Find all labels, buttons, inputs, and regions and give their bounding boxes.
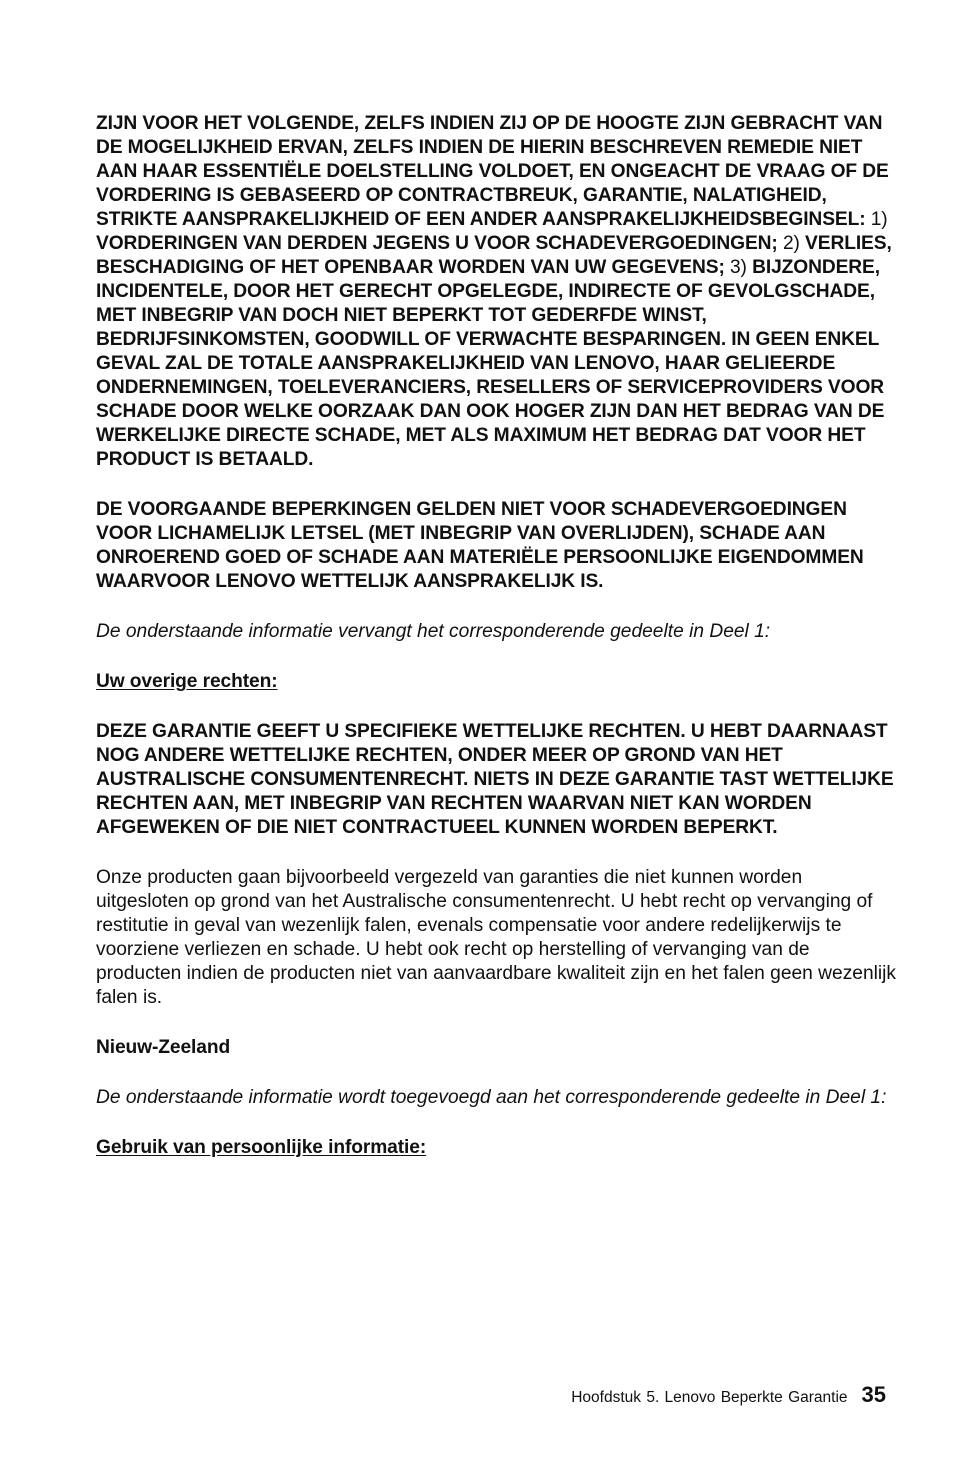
page-footer	[571, 1382, 886, 1408]
item-number-2: 2)	[782, 233, 800, 254]
consumer-law-paragraph: Onze producten gaan bijvoorbeeld vergezeld van garanties die niet kunnen worden uitgesloten op grond van het Australische consumentenrecht. U hebt recht op vervanging of restitutie in geval van wezenlijk falen, evenals compensatie voor andere redelijkerwijs te voorziene verliezen en schade. U hebt ook recht op herstelling of vervanging van de producten indien de producten niet van aanvaardbare kwaliteit zijn en het falen geen wezenlijk falen is.	[96, 867, 897, 1008]
item-number-3: 3)	[729, 257, 747, 278]
other-rights-heading: Uw overige rechten:	[96, 671, 278, 692]
page-content	[96, 112, 896, 1160]
chapter-title: Hoofdstuk 5. Lenovo Beperkte Garantie	[571, 1389, 848, 1406]
exclusions-intro: ZIJN VOOR HET VOLGENDE, ZELFS INDIEN ZIJ OP DE HOOGTE ZIJN GEBRACHT VAN DE MOGELIJKHEID ERVAN, ZELFS INDIEN DE HIERIN BESCHREVEN REMEDIE NIET AAN HAAR ESSENTIËLE DOELSTELLING VOLDOET, EN ONGEACHT DE VRAAG OF DE VORDERING IS GEBASEERD OP CONTRACTBREUK, GARANTIE, NALATIGHEID, STRIKTE AANSPRAKELIJKHEID OF EEN ANDER AANSPRAKELIJKHEIDSBEGINSEL:	[96, 113, 889, 230]
personal-info-heading: Gebruik van persoonlijke informatie:	[96, 1137, 427, 1158]
item-number-1: 1)	[870, 209, 888, 230]
addition-note: De onderstaande informatie wordt toegevoegd aan het corresponderende gedeelte in Deel 1:	[96, 1087, 887, 1108]
limitations-paragraph: DE VOORGAANDE BEPERKINGEN GELDEN NIET VOOR SCHADEVERGOEDINGEN VOOR LICHAMELIJK LETSEL (MET INBEGRIP VAN OVERLIJDEN), SCHADE AAN ONROEREND GOED OF SCHADE AAN MATERIËLE PERSOONLIJKE EIGENDOMMEN WAARVOOR LENOVO WETTELIJK AANSPRAKELIJK IS.	[96, 499, 864, 592]
page-number: 35	[861, 1382, 886, 1407]
new-zealand-heading: Nieuw-Zeeland	[96, 1037, 231, 1058]
specific-rights-paragraph: DEZE GARANTIE GEEFT U SPECIFIEKE WETTELIJKE RECHTEN. U HEBT DAARNAAST NOG ANDERE WETTELIJKE RECHTEN, ONDER MEER OP GROND VAN HET AUSTRALISCHE CONSUMENTENRECHT. NIETS IN DEZE GARANTIE TAST WETTELIJKE RECHTEN AAN, MET INBEGRIP VAN RECHTEN WAARVAN NIET KAN WORDEN AFGEWEKEN OF DIE NIET CONTRACTUEEL KUNNEN WORDEN BEPERKT.	[96, 721, 894, 838]
exclusion-item-3: BIJZONDERE, INCIDENTELE, DOOR HET GERECHT OPGELEGDE, INDIRECTE OF GEVOLGSCHADE, MET INBEGRIP VAN DOCH NIET BEPERKT TOT GEDERFDE WINST, BEDRIJFSINKOMSTEN, GOODWILL OF VERWACHTE BESPARINGEN. IN GEEN ENKEL GEVAL ZAL DE TOTALE AANSPRAKELIJKHEID VAN LENOVO, HAAR GELIEERDE ONDERNEMINGEN, TOELEVERANCIERS, RESELLERS OF SERVICEPROVIDERS VOOR SCHADE DOOR WELKE OORZAAK DAN OOK HOGER ZIJN DAN HET BEDRAG VAN DE WERKELIJKE DIRECTE SCHADE, MET ALS MAXIMUM HET BEDRAG DAT VOOR HET PRODUCT IS BETAALD.	[96, 257, 885, 470]
exclusion-item-2: VERLIES, BESCHADIGING OF HET OPENBAAR WORDEN VAN UW GEGEVENS;	[96, 233, 892, 278]
liability-exclusions-paragraph	[96, 112, 896, 472]
replacement-note: De onderstaande informatie vervangt het corresponderende gedeelte in Deel 1:	[96, 621, 771, 642]
exclusion-item-1: VORDERINGEN VAN DERDEN JEGENS U VOOR SCHADEVERGOEDINGEN;	[96, 233, 778, 254]
